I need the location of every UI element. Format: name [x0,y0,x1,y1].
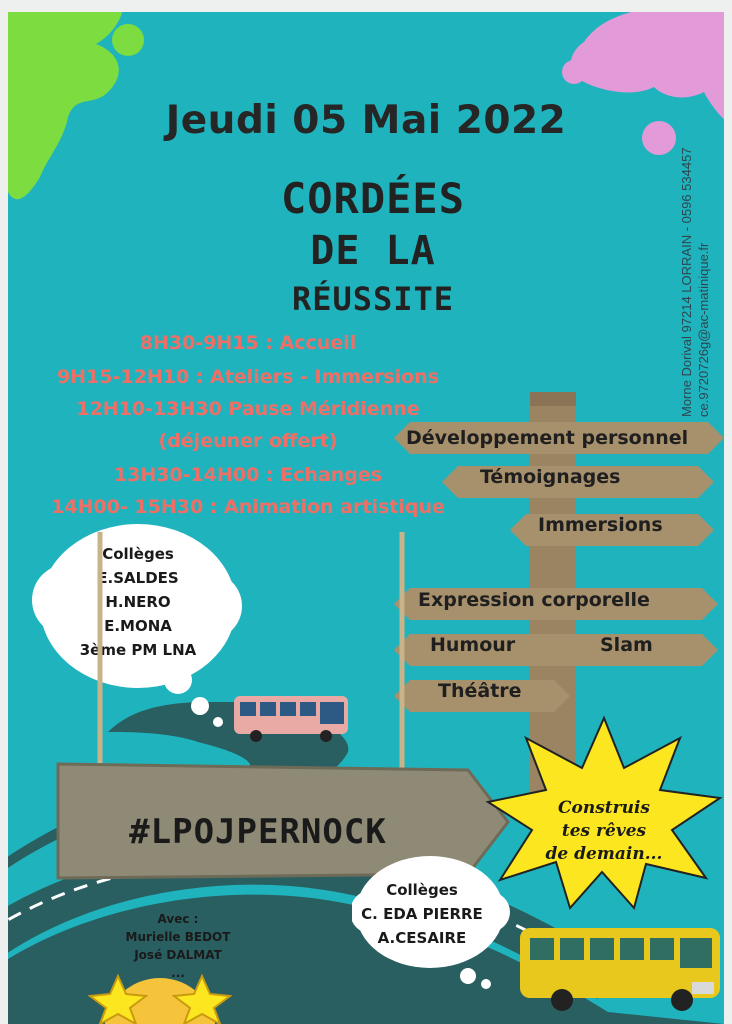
event-name-line-1: CORDÉES [280,174,465,223]
credits-name: José DALMAT [134,948,222,962]
cloud-left-item: 3ème PM LNA [79,641,197,659]
sign-expression-corporelle: Expression corporelle [418,589,650,611]
contact-address: Morne Dorival 97214 LORRAIN - 0596 534457 [679,147,694,417]
schedule-item: 12H10-13H30 Pause Méridienne [76,398,420,420]
schedule-item: 13H30-14H00 : Echanges [113,464,383,486]
event-name-line-3: RÉUSSITE [291,280,455,318]
sign-slam: Slam [600,634,653,656]
star-eyes-emoji-icon [80,972,240,1024]
sign-developpement-personnel: Développement personnel [406,427,689,449]
hashtag-text: #LPOJPERNOCK [129,812,387,852]
star-line-3: de demain... [545,844,663,864]
schedule-item: 14H00- 15H30 : Animation artistique [51,496,445,518]
schedule-item: 8H30-9H15 : Accueil [139,332,357,354]
schedule-item: 9H15-12H10 : Ateliers - Immersions [56,366,440,388]
event-date-title: Jeudi 05 Mai 2022 [165,98,567,143]
sign-humour: Humour [430,634,516,656]
poster [8,12,724,1024]
cloud-left-item: E.SALDES [97,569,179,587]
credits-name: Murielle BEDOT [125,930,231,944]
star-line-1: Construis [558,798,650,818]
cloud-right-item: C. EDA PIERRE [361,905,483,923]
schedule-item: (déjeuner offert) [158,430,338,452]
event-name-line-2: DE LA [310,228,436,274]
cloud-left-heading: Collèges [102,545,174,563]
cloud-left-item: H.NERO [105,593,171,611]
contact-email: ce.9720726g@ac-matinique.fr [696,242,711,417]
credits-heading: Avec : [157,912,199,926]
cloud-left-item: E.MONA [104,617,172,635]
cloud-right-heading: Collèges [386,881,458,899]
credits-name: ... [171,966,185,980]
cloud-right-item: A.CESAIRE [377,929,467,947]
contact-info [678,77,718,417]
sign-temoignages: Témoignages [480,466,621,488]
star-slogan [524,797,684,866]
sign-immersions: Immersions [538,514,663,536]
sign-theatre: Théâtre [438,680,522,702]
cloud-right-text [352,878,492,950]
star-line-2: tes rêves [561,821,647,841]
yellow-bus-icon [512,918,724,1014]
